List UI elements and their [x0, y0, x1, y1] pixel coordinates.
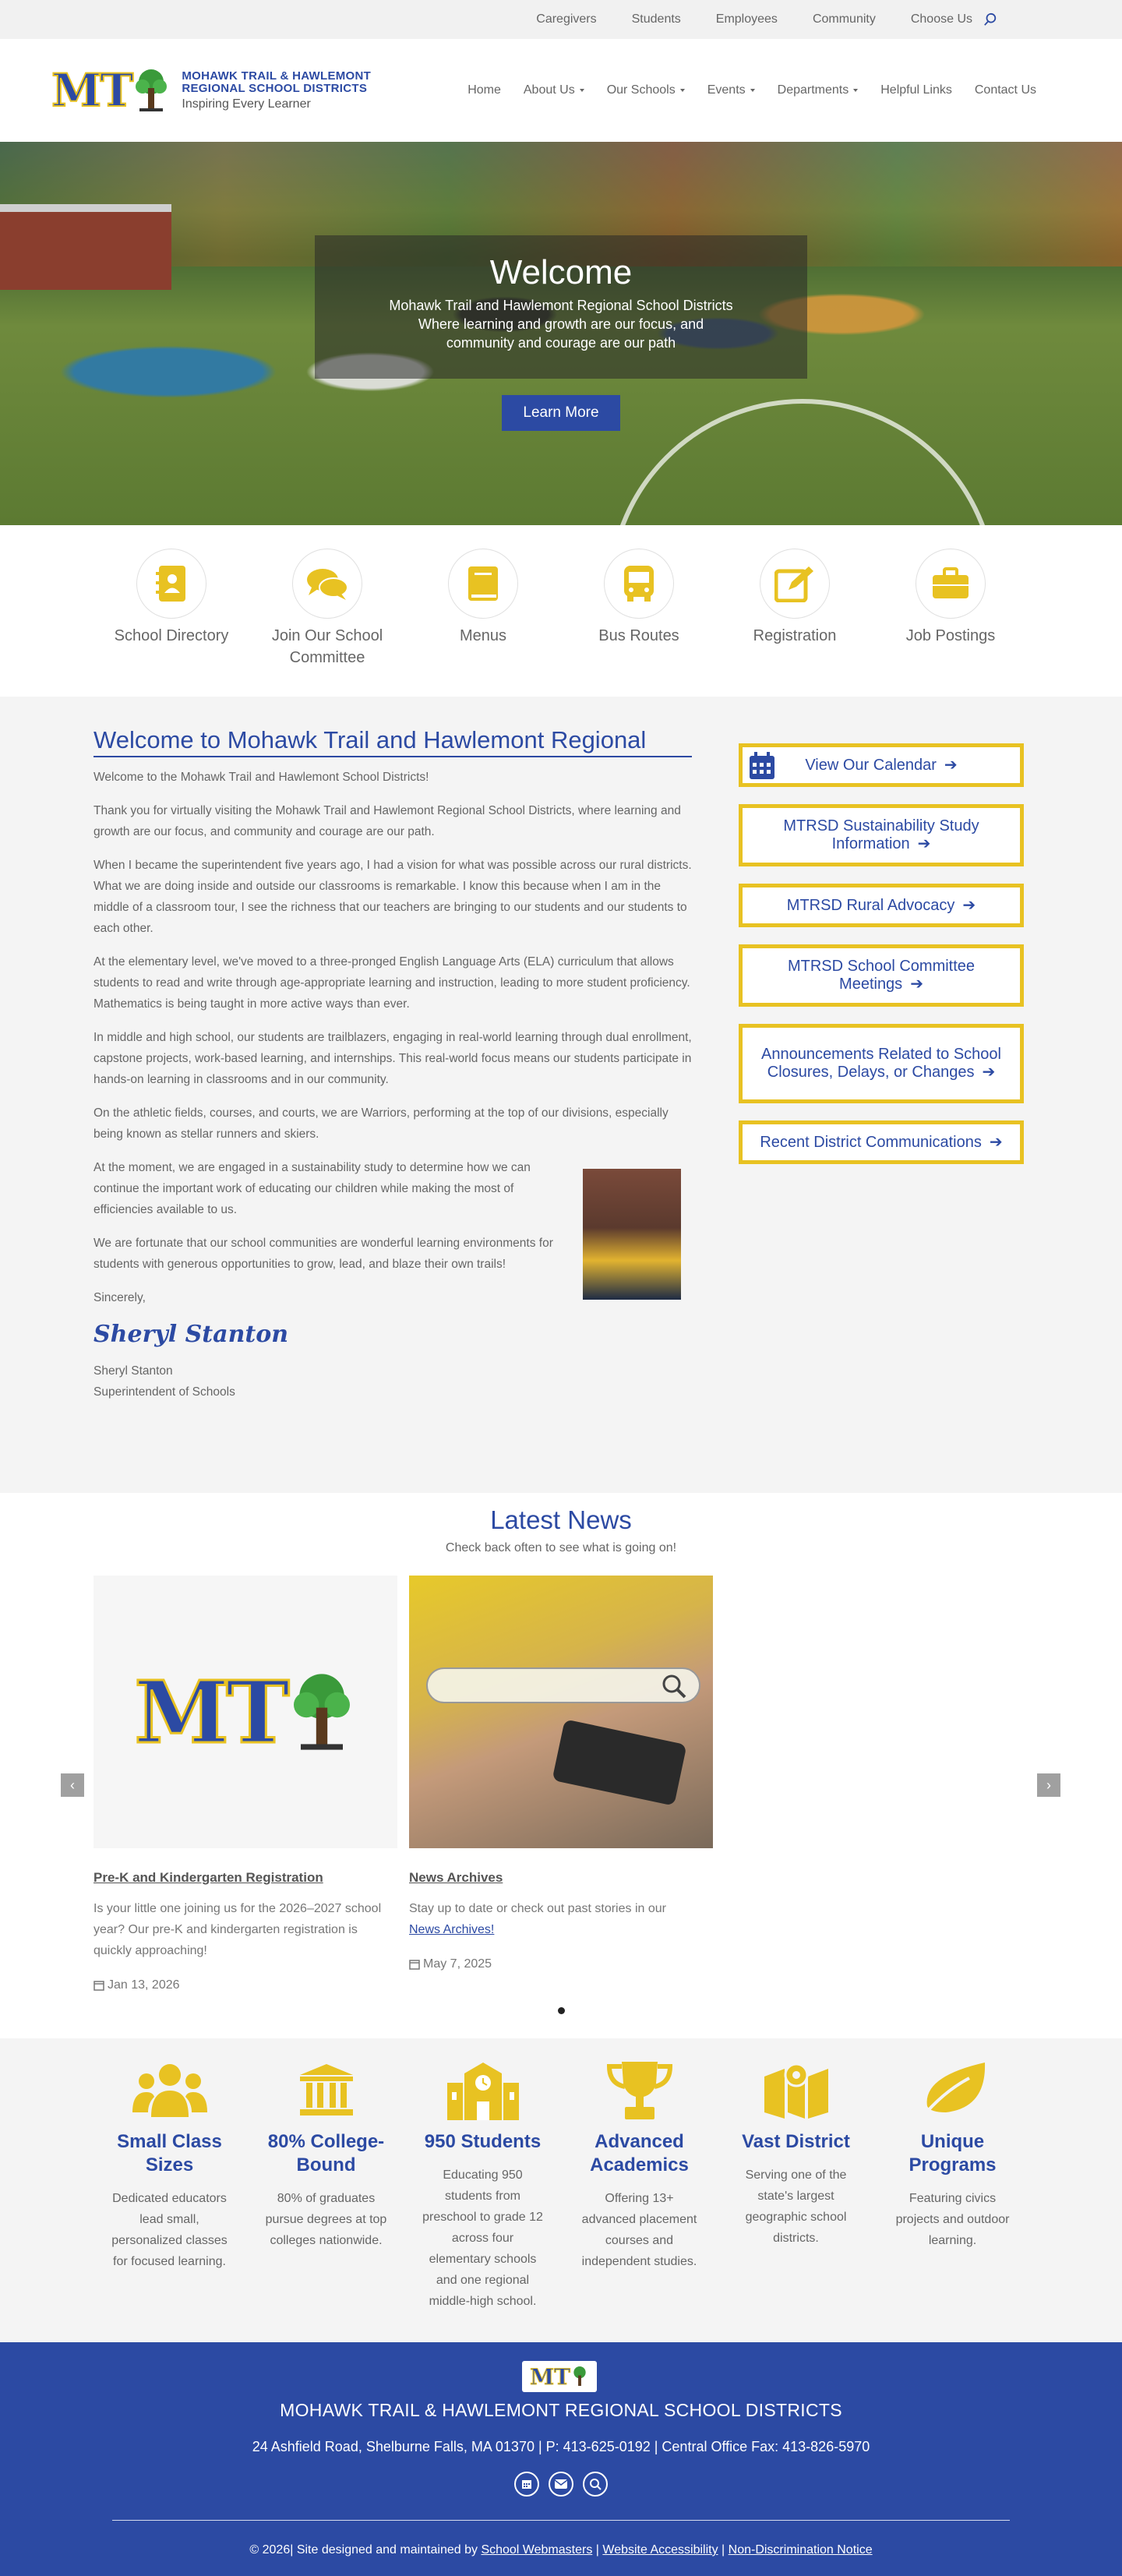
quick-link-circle [448, 549, 518, 619]
footer-icons [0, 2472, 1122, 2497]
latest-news-section [0, 1493, 1122, 2038]
news-item-title[interactable]: Pre-K and Kindergarten Registration [94, 1870, 323, 1885]
news-image-phone[interactable] [409, 1576, 713, 1848]
edit-icon [774, 565, 815, 602]
nav-departments[interactable] [778, 83, 859, 97]
site-footer [0, 2342, 1122, 2576]
footer-logo[interactable] [522, 2361, 597, 2392]
feature-title: 80% College-Bound [267, 2131, 385, 2175]
news-image-logo[interactable] [94, 1576, 397, 1848]
caret-down-icon [680, 89, 685, 92]
copyright-text: © 2026| Site designed and maintained by [249, 2543, 478, 2557]
nav-our-schools[interactable] [607, 83, 685, 97]
news-text: Stay up to date or check out past stories in our [409, 1902, 666, 1915]
letter-paragraph: When I became the superintendent five years ago, I had a vision for what was possible across our rural districts. What we are doing inside and outside our classrooms is remarkable. I know this because when I am in the middle of a classroom tour, I see the richness that our teachers are bringing to our students and our students to each other. [94, 859, 692, 935]
footer-logo-letters: MT [530, 2363, 570, 2390]
quick-link-label: School Directory [114, 627, 229, 644]
topbar-link-choose-us[interactable]: Choose Us [910, 12, 972, 26]
non-discrimination-link[interactable]: Non-Discrimination Notice [728, 2543, 873, 2557]
quick-link-circle [916, 549, 986, 619]
hero-line1: Mohawk Trail and Hawlemont Regional School Districts [389, 298, 733, 314]
footer-address: 24 Ashfield Road, Shelburne Falls, MA 01370 | P: 413-625-0192 | Central Office Fax: 413-826-5970 [252, 2439, 870, 2454]
nav-label: Home [468, 83, 501, 97]
letter-title: Welcome to Mohawk Trail and Hawlemont Regional [94, 726, 692, 757]
calendar-icon [409, 1959, 420, 1970]
users-icon [132, 2063, 207, 2119]
news-archives-link[interactable]: News Archives! [409, 1923, 495, 1936]
footer-calendar-button[interactable] [514, 2472, 539, 2497]
district-communications-button[interactable] [739, 1120, 1024, 1164]
news-subtitle: Check back often to see what is going on! [445, 1541, 677, 1554]
feature-vast-district [718, 2056, 874, 2342]
letter-paragraph: Welcome to the Mohawk Trail and Hawlemont School Districts! [94, 771, 429, 784]
caret-down-icon [750, 89, 755, 92]
chevron-right-icon: › [1046, 1777, 1051, 1793]
footer-copyright [0, 2543, 1122, 2557]
quick-link-school-committee[interactable] [249, 549, 405, 697]
news-item-text [409, 1898, 713, 1940]
footer-org-name: MOHAWK TRAIL & HAWLEMONT REGIONAL SCHOOL DISTRICTS [280, 2400, 842, 2420]
signer-name: Sheryl Stanton [94, 1364, 173, 1378]
trophy-icon [606, 2060, 673, 2121]
hero-title: Welcome [489, 253, 633, 291]
quick-link-label: Bus Routes [598, 627, 679, 644]
nav-label: Our Schools [606, 83, 676, 97]
arrow-right-icon: ➔ [917, 835, 931, 852]
website-accessibility-link[interactable]: Website Accessibility [602, 2543, 718, 2557]
quick-link-bus-routes[interactable] [561, 549, 717, 697]
quick-link-registration[interactable] [717, 549, 873, 697]
tree-icon [132, 68, 171, 113]
school-icon [446, 2059, 520, 2122]
letter-paragraph: In middle and high school, our students are trailblazers, engaging in real-world learning through dual enrollment, capstone projects, work-based learning, and internships. This real-world focus means our students participate in hands-on learning in classrooms and in our community. [94, 1031, 692, 1086]
separator: | [722, 2543, 725, 2557]
news-title: Latest News [490, 1505, 632, 1534]
hero-line2: Where learning and growth are our focus, and community and courage are our path [418, 316, 704, 351]
envelope-icon [555, 2479, 567, 2489]
arrow-right-icon: ➔ [944, 756, 958, 774]
school-committee-meetings-button[interactable] [739, 944, 1024, 1007]
feature-text: Offering 13+ advanced placement courses and independent studies. [581, 2192, 697, 2268]
arrow-right-icon: ➔ [910, 976, 923, 993]
quick-link-label: Job Postings [905, 627, 996, 644]
sustainability-study-button[interactable] [739, 804, 1024, 866]
address-book-icon [154, 564, 189, 603]
chevron-left-icon: ‹ [70, 1777, 75, 1793]
site-logo[interactable] [51, 64, 371, 117]
site-header [0, 39, 1122, 142]
nav-label: Contact Us [974, 83, 1036, 97]
news-item-date: May 7, 2025 [423, 1957, 492, 1971]
nav-label: Events [707, 83, 746, 97]
topbar-link-employees[interactable]: Employees [715, 12, 778, 26]
tree-icon [287, 1669, 357, 1755]
sidebar-buttons [739, 743, 1024, 1181]
slider-dot[interactable] [558, 2007, 565, 2014]
search-icon [660, 1672, 688, 1700]
feature-title: Unique Programs [909, 2131, 997, 2175]
feature-title: Advanced Academics [590, 2131, 689, 2175]
caret-down-icon [853, 89, 858, 92]
nav-contact-us[interactable] [975, 83, 1036, 97]
hero-school-building [0, 204, 171, 290]
quick-link-job-postings[interactable] [873, 549, 1028, 697]
nav-about-us[interactable] [524, 83, 584, 97]
hero-field-line [608, 399, 997, 525]
quick-link-school-directory[interactable] [94, 549, 249, 697]
quick-link-circle [604, 549, 674, 619]
letter-paragraph: We are fortunate that our school communities are wonderful learning environments for students with generous opportunities to grow, lead, and blaze their own trails! [94, 1237, 553, 1271]
topbar-link-community[interactable]: Community [812, 12, 876, 26]
school-webmasters-link[interactable]: School Webmasters [481, 2543, 593, 2557]
feature-college-bound [248, 2056, 404, 2342]
search-icon[interactable] [983, 12, 997, 26]
school-closures-button[interactable] [739, 1024, 1024, 1103]
quick-link-circle [136, 549, 206, 619]
rural-advocacy-button[interactable] [739, 884, 1024, 927]
feature-unique-programs [874, 2056, 1031, 2342]
nav-home[interactable] [468, 83, 501, 97]
main-nav [445, 39, 1036, 142]
feature-text: Serving one of the state's largest geographic school districts. [745, 2168, 847, 2245]
quick-link-menus[interactable] [405, 549, 561, 697]
news-card [94, 1576, 397, 1992]
leaf-icon [919, 2061, 986, 2120]
superintendent-letter-section [0, 697, 1122, 1493]
search-icon [589, 2478, 602, 2490]
news-card [409, 1576, 713, 1971]
label-text: Announcements Related to School Closures, Delays, or Changes [761, 1046, 1001, 1081]
letter-paragraph: At the moment, we are engaged in a sustainability study to determine how we can continue the important work of educating our children while making the most of efficiencies available to us. [94, 1161, 531, 1216]
feature-small-class-sizes [91, 2056, 248, 2342]
briefcase-icon [931, 567, 970, 600]
slider-next-button[interactable] [1037, 1773, 1060, 1797]
sidebar-button-label [755, 1046, 1007, 1082]
sidebar-button-label: MTRSD Rural Advocacy [786, 896, 955, 914]
hero-welcome-box [315, 235, 807, 379]
utility-bar [0, 0, 1122, 39]
superintendent-letter [94, 726, 692, 1403]
feature-text: 80% of graduates pursue degrees at top colleges nationwide. [265, 2192, 387, 2247]
arrow-right-icon: ➔ [989, 1133, 1003, 1151]
org-name-line2: REGIONAL SCHOOL DISTRICTS [182, 82, 368, 96]
sidebar-button-label: Recent District Communications [760, 1133, 982, 1151]
map-icon [763, 2061, 830, 2120]
quick-link-circle [760, 549, 830, 619]
letter-paragraph: At the elementary level, we've moved to a three-pronged English Language Arts (ELA) curriculum that allows students to read and write through age-appropriate learning and instruction, leading to more student proficiency. Mathematics is being taught in more active ways than ever. [94, 955, 690, 1011]
superintendent-photo [583, 1169, 681, 1300]
letter-closing: Sincerely, [94, 1291, 146, 1304]
quick-link-label: Join Our School Committee [271, 627, 383, 666]
label-text: MTRSD School Committee Meetings [787, 958, 976, 993]
caret-down-icon [580, 89, 584, 92]
feature-950-students [404, 2056, 561, 2342]
quick-links [0, 525, 1122, 697]
feature-title: Vast District [742, 2131, 850, 2152]
news-item-date: Jan 13, 2026 [108, 1978, 180, 1992]
letter-paragraph: On the athletic fields, courses, and courts, we are Warriors, performing at the top of our divisions, especially being known as stellar runners and skiers. [94, 1106, 669, 1141]
org-name-line1: MOHAWK TRAIL & HAWLEMONT [182, 69, 372, 83]
feature-text: Educating 950 students from preschool to grade 12 across four elementary schools and one regional middle-high school. [422, 2168, 543, 2308]
feature-text: Featuring civics projects and outdoor learning. [895, 2192, 1010, 2247]
calendar-icon [521, 2479, 532, 2490]
arrow-right-icon: ➔ [962, 896, 976, 914]
news-logo-letters: MT [134, 1661, 287, 1763]
view-calendar-button[interactable] [739, 743, 1024, 787]
nav-events[interactable] [707, 83, 755, 97]
feature-title: 950 Students [424, 2131, 542, 2152]
nav-label: Departments [777, 83, 849, 97]
book-icon [467, 565, 499, 602]
nav-label: Helpful Links [880, 83, 952, 97]
sidebar-button-label: View Our Calendar [805, 756, 937, 774]
slider-prev-button[interactable] [61, 1773, 84, 1797]
features-section [0, 2038, 1122, 2342]
label-text: MTRSD Sustainability Study Information [783, 817, 979, 852]
news-item-title[interactable]: News Archives [409, 1870, 503, 1885]
nav-label: About Us [523, 83, 575, 97]
quick-link-label: Menus [459, 627, 507, 644]
feature-advanced-academics [561, 2056, 718, 2342]
sidebar-button-label [755, 958, 1007, 993]
calendar-icon [94, 1980, 104, 1991]
bus-icon [621, 564, 657, 603]
nav-helpful-links[interactable] [880, 83, 952, 97]
topbar-link-students[interactable]: Students [631, 12, 681, 26]
quick-link-label: Registration [753, 627, 837, 644]
footer-divider [112, 2520, 1010, 2521]
footer-email-button[interactable] [549, 2472, 573, 2497]
calendar-icon [749, 752, 775, 780]
learn-more-button[interactable]: Learn More [502, 395, 620, 431]
feature-text: Dedicated educators lead small, personalized classes for focused learning. [111, 2192, 228, 2268]
news-item-text: Is your little one joining us for the 2026–2027 school year? Our pre-K and kindergarten registration is quickly approaching! [94, 1902, 382, 1957]
topbar-link-caregivers[interactable]: Caregivers [536, 12, 597, 26]
chat-bubbles-icon [305, 566, 349, 602]
hero-banner [0, 142, 1122, 525]
quick-link-circle [292, 549, 362, 619]
logo-letters: MT [51, 64, 132, 117]
phone-graphic [552, 1719, 686, 1806]
separator: | [595, 2543, 599, 2557]
logo-mark [51, 64, 171, 117]
signer-role: Superintendent of Schools [94, 1385, 235, 1399]
university-icon [298, 2063, 355, 2119]
arrow-right-icon: ➔ [982, 1064, 996, 1081]
news-item-date-row [94, 1978, 397, 1992]
tagline: Inspiring Every Learner [182, 97, 311, 111]
news-item-date-row [409, 1957, 713, 1971]
letter-paragraph: Thank you for virtually visiting the Mohawk Trail and Hawlemont Regional School Districts, where learning and growth are our focus, and community and courage are our path. [94, 804, 681, 838]
footer-search-button[interactable] [583, 2472, 608, 2497]
sidebar-button-label [755, 817, 1007, 853]
signature: Sheryl Stanton [94, 1321, 289, 1348]
tree-icon [570, 2365, 589, 2388]
feature-title: Small Class Sizes [117, 2131, 222, 2175]
